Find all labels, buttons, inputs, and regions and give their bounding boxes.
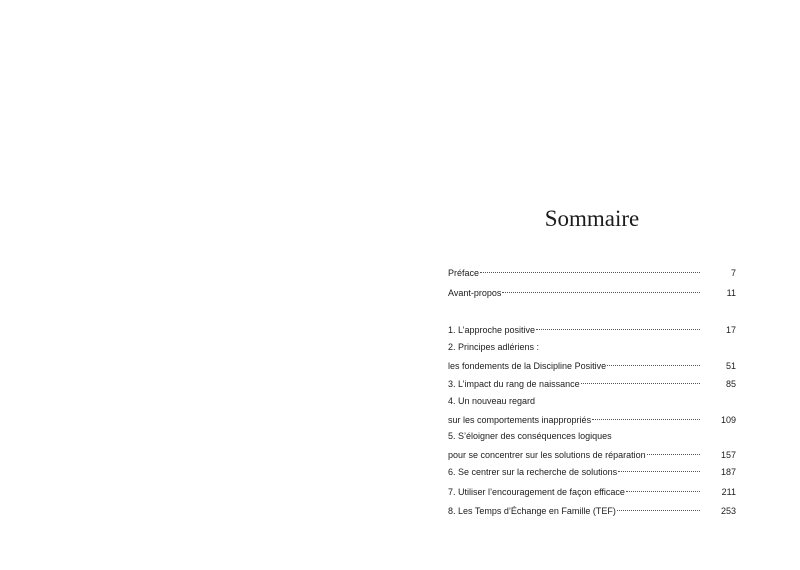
toc-entry-title: 1. L’approche positive [448, 325, 536, 335]
dot-leader [502, 280, 700, 293]
dot-leader [581, 371, 700, 384]
toc-entry-chapter-6 [448, 462, 736, 478]
toc-entry-title-line-2: sur les comportements inappropriés [448, 415, 592, 425]
dot-leader [617, 498, 700, 511]
dot-leader [607, 353, 700, 366]
toc-entry-title: Préface [448, 268, 480, 278]
page-title: Sommaire [544, 206, 640, 231]
toc-entry-chapter-5 [448, 428, 736, 461]
toc-entry-preface [448, 263, 736, 279]
toc-entry-title: Avant-propos [448, 288, 502, 298]
dot-leader [480, 260, 700, 273]
toc-entry-chapter-1 [448, 320, 736, 336]
toc-entry-chapter-4 [448, 393, 736, 426]
toc-entry-chapter-3 [448, 374, 736, 390]
toc-entry-title-line-1: 2. Principes adlériens : [448, 342, 540, 352]
toc-page-number: 109 [720, 415, 736, 425]
toc-page-number: 7 [730, 268, 736, 278]
toc-entry-chapter-8 [448, 501, 736, 517]
toc-entry-title-line-2: pour se concentrer sur les solutions de réparation [448, 450, 646, 460]
toc-entry-title-line-2: les fondements de la Discipline Positive [448, 361, 607, 371]
toc-entry-title: 3. L’impact du rang de naissance [448, 379, 580, 389]
dot-leader [592, 407, 700, 420]
toc-page-number: 187 [720, 467, 736, 477]
toc-entry-title-line-1: 4. Un nouveau regard [448, 396, 536, 406]
toc-page-number: 253 [720, 506, 736, 516]
toc-page-number: 85 [725, 379, 736, 389]
toc-entry-title: 6. Se centrer sur la recherche de solutions [448, 467, 618, 477]
toc-page-number: 17 [725, 325, 736, 335]
toc-page-number: 211 [721, 487, 736, 497]
toc-page-number: 157 [720, 450, 736, 460]
dot-leader [647, 442, 700, 455]
toc-entry-chapter-7 [448, 482, 736, 498]
toc-page-number: 11 [726, 288, 736, 298]
toc-entry-chapter-2 [448, 339, 736, 372]
toc-entry-title: 8. Les Temps d’Échange en Famille (TEF) [448, 506, 616, 516]
dot-leader [626, 479, 700, 492]
dot-leader [618, 459, 700, 472]
toc-entry-avant-propos [448, 283, 736, 299]
toc-page-number: 51 [725, 361, 736, 371]
toc-entry-title: 7. Utiliser l’encouragement de façon efficace [448, 487, 625, 497]
toc-entry-title-line-1: 5. S’éloigner des conséquences logiques [448, 431, 612, 441]
dot-leader [536, 317, 700, 330]
